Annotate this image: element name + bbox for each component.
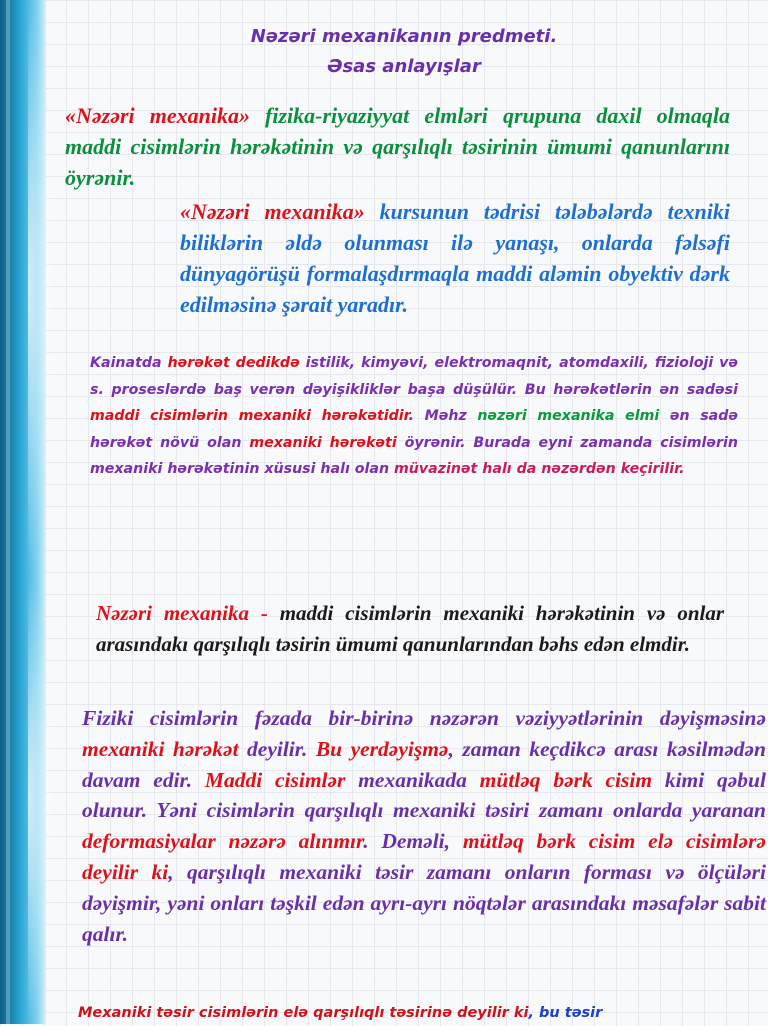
text-run: Kainatda — [90, 355, 168, 371]
text-run: ən sadə hərəkət növü olan — [90, 408, 738, 451]
paragraph-motion — [90, 350, 738, 483]
text-highlight: Bu yerdəyişmə — [315, 736, 449, 761]
text-run: Fiziki cisimlərin fəzada bir-birinə nəzərən vəziyyətlərinin dəyişməsinə — [82, 706, 766, 730]
paragraph-text: fizika-riyaziyyat elmləri qrupuna daxil olmaqla maddi cisimlərin hərəkətinin və qarşılıqlı təsirinin ümumi qanunlarını öyrənir. — [65, 103, 730, 190]
text-highlight: mexaniki hərəkət — [82, 736, 239, 761]
text-highlight: maddi cisimlərin mexaniki hərəkətidir — [90, 408, 409, 424]
paragraph-science-definition — [96, 598, 724, 660]
paragraph-mechanical-motion — [82, 703, 766, 949]
text-run: kimi qəbul olunur. Yəni cisimlərin qarşılıqlı mexaniki təsiri zamanı onlarda yaranan — [82, 767, 766, 823]
title-line-1: Nəzəri mexanikanın predmeti. — [250, 26, 558, 47]
text-highlight: müvazinət halı da nəzərdən keçirilir. — [394, 461, 685, 477]
text-highlight: mütləq bərk cisim — [479, 767, 653, 792]
decorative-side-band — [0, 0, 46, 576]
text-highlight: , bu təsir — [528, 1005, 603, 1021]
text-run: . Məhz — [408, 408, 478, 424]
term-highlight: Nəzəri mexanika - — [96, 601, 280, 625]
paragraph-definition — [65, 100, 730, 193]
paragraph-mechanical-interaction — [78, 1000, 742, 1026]
text-run: deyilir. — [238, 736, 316, 761]
term-highlight: «Nəzəri mexanika» — [180, 199, 365, 224]
text-run: . Deməli, — [363, 829, 463, 854]
text-run: , zaman keçdikcə arası kəsilmədən davam edir. — [82, 736, 766, 792]
title-line-2: Əsas anlayışlar — [327, 56, 481, 77]
text-highlight: Maddi cisimlər — [204, 767, 346, 792]
text-run: , qarşılıqlı mexaniki təsir zamanı onların forması və ölçüləri dəyişmir, yəni onları təşkil edən ayrı-ayrı nöqtələr arasındakı məsafələr sabit qalır. — [82, 859, 766, 946]
text-run: Mexaniki təsir cisimlərin elə qarşılıqlı təsirinə deyilir ki — [78, 1005, 529, 1021]
text-highlight: deformasiyalar nəzərə alınmır — [82, 829, 364, 854]
text-highlight: mütləq bərk cisim elə cisimlərə deyilir ki — [82, 829, 766, 884]
decorative-side-band — [0, 576, 46, 1024]
text-highlight: nəzəri mexanika elmi — [477, 408, 660, 424]
term-highlight: «Nəzəri mexanika» — [65, 103, 250, 128]
paragraph-course — [180, 196, 730, 320]
text-run: mexanikada — [345, 767, 480, 792]
slide-title — [80, 22, 728, 82]
text-run: öyrənir. Burada eyni zamanda cisimlərin mexaniki hərəkətinin xüsusi halı olan — [90, 434, 738, 477]
text-highlight: mexaniki hərəkəti — [249, 434, 397, 451]
text-highlight: hərəkət dedikdə — [167, 355, 300, 371]
paragraph-text: kursunun tədrisi tələbələrdə texniki biliklərin əldə olunması ilə yanaşı, onlarda fəlsəfi dünyagörüşü formalaşdırmaqla maddi aləmin obyektiv dərk edilməsinə şərait yaradır. — [180, 199, 730, 317]
paragraph-text: maddi cisimlərin mexaniki hərəkətinin və onlar arasındakı qarşılıqlı təsirin ümumi qanunlarından bəhs edən elmdir. — [96, 601, 724, 656]
text-run: istilik, kimyəvi, elektromaqnit, atomdaxili, fizioloji və s. proseslərdə baş verən dəyişikliklər başa düşülür. Bu hərəkətlərin ən sadəsi — [90, 355, 738, 398]
